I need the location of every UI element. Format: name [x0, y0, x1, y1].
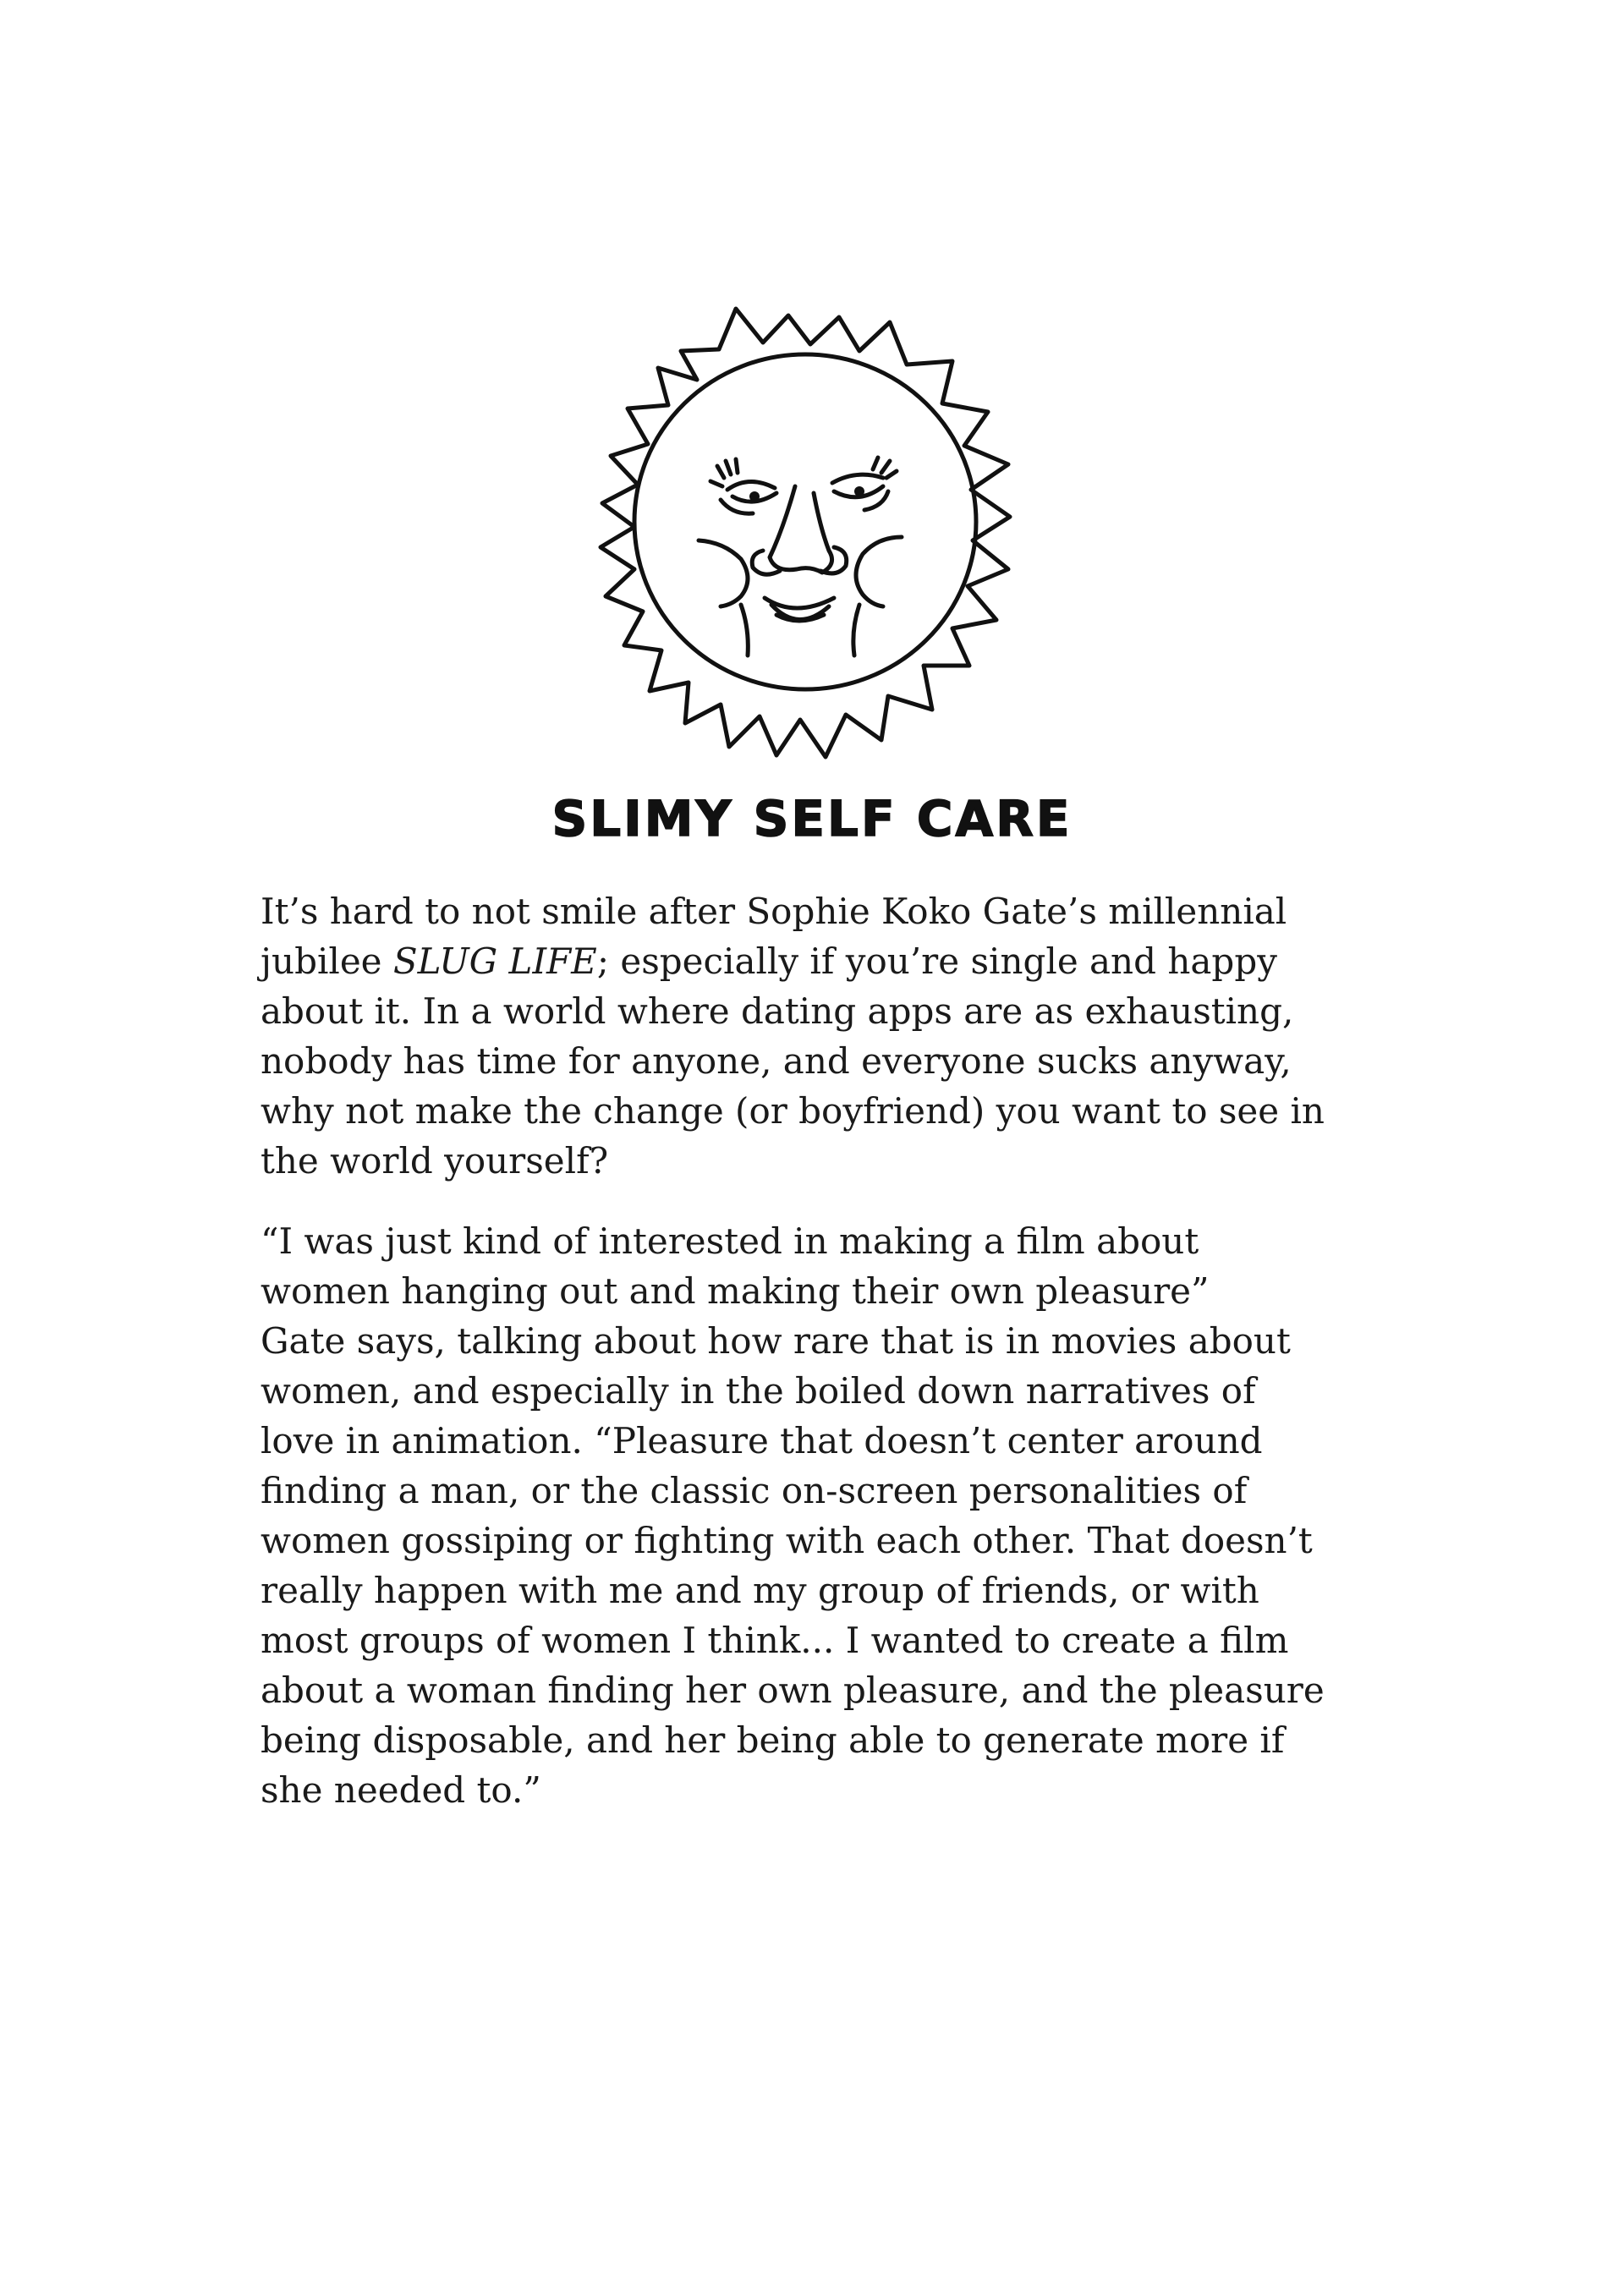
- text-run: about it. In a world where dating apps are as exhausting,: [261, 990, 1294, 1032]
- text-run: It’s hard to not smile after Sophie Koko Gate’s millennial: [261, 891, 1287, 932]
- body-paragraph: [261, 886, 1385, 1186]
- right-eye: [832, 474, 883, 483]
- text-run: being disposable, and her being able to generate more if: [261, 1719, 1285, 1761]
- text-run: she needed to.”: [261, 1769, 541, 1811]
- text-run: women, and especially in the boiled down narratives of: [261, 1370, 1256, 1412]
- text-run: about a woman finding her own pleasure, and the pleasure: [261, 1670, 1325, 1711]
- text-run: “I was just kind of interested in making a film about: [261, 1220, 1199, 1262]
- text-run: women hanging out and making their own pleasure”: [261, 1270, 1210, 1312]
- paragraph-line: [261, 1466, 1385, 1516]
- paragraph-line: [261, 886, 1385, 936]
- text-run: ; especially if you’re single and happy: [596, 940, 1277, 982]
- paragraph-line: [261, 986, 1385, 1036]
- paragraph-line: [261, 936, 1385, 986]
- text-run: women gossiping or fighting with each other. That doesn’t: [261, 1520, 1313, 1561]
- paragraph-line: [261, 1565, 1385, 1615]
- body-paragraph: [261, 1216, 1385, 1815]
- article-heading: SLIMY SELF CARE: [551, 790, 1073, 847]
- paragraph-line: [261, 1136, 1385, 1186]
- sun-face-circle: [634, 354, 976, 689]
- paragraph-line: [261, 1715, 1385, 1765]
- text-run: nobody has time for anyone, and everyone sucks anyway,: [261, 1040, 1292, 1082]
- left-eye: [727, 481, 775, 490]
- paragraph-line: [261, 1216, 1385, 1266]
- article-body: [261, 886, 1385, 1815]
- text-run: why not make the change (or boyfriend) you want to see in: [261, 1090, 1325, 1132]
- text-run: really happen with me and my group of friends, or with: [261, 1570, 1259, 1611]
- text-run: jubilee: [261, 940, 393, 982]
- text-run: most groups of women I think... I wanted to create a film: [261, 1620, 1289, 1661]
- text-run: love in animation. “Pleasure that doesn’t center around: [261, 1420, 1263, 1461]
- paragraph-line: [261, 1266, 1385, 1316]
- text-run: Gate says, talking about how rare that is in movies about: [261, 1320, 1291, 1362]
- paragraph-line: [261, 1665, 1385, 1715]
- paragraph-line: [261, 1416, 1385, 1466]
- paragraph-line: [261, 1366, 1385, 1416]
- text-run: finding a man, or the classic on-screen personalities of: [261, 1470, 1248, 1511]
- text-run: the world yourself?: [261, 1140, 609, 1182]
- paragraph-line: [261, 1316, 1385, 1366]
- paragraph-line: [261, 1516, 1385, 1565]
- nose: [770, 486, 832, 573]
- film-title: SLUG LIFE: [392, 940, 597, 982]
- paragraph-line: [261, 1086, 1385, 1136]
- sun-face-icon: [541, 300, 1066, 774]
- paragraph-line: [261, 1036, 1385, 1086]
- paragraph-line: [261, 1765, 1385, 1815]
- paragraph-line: [261, 1615, 1385, 1665]
